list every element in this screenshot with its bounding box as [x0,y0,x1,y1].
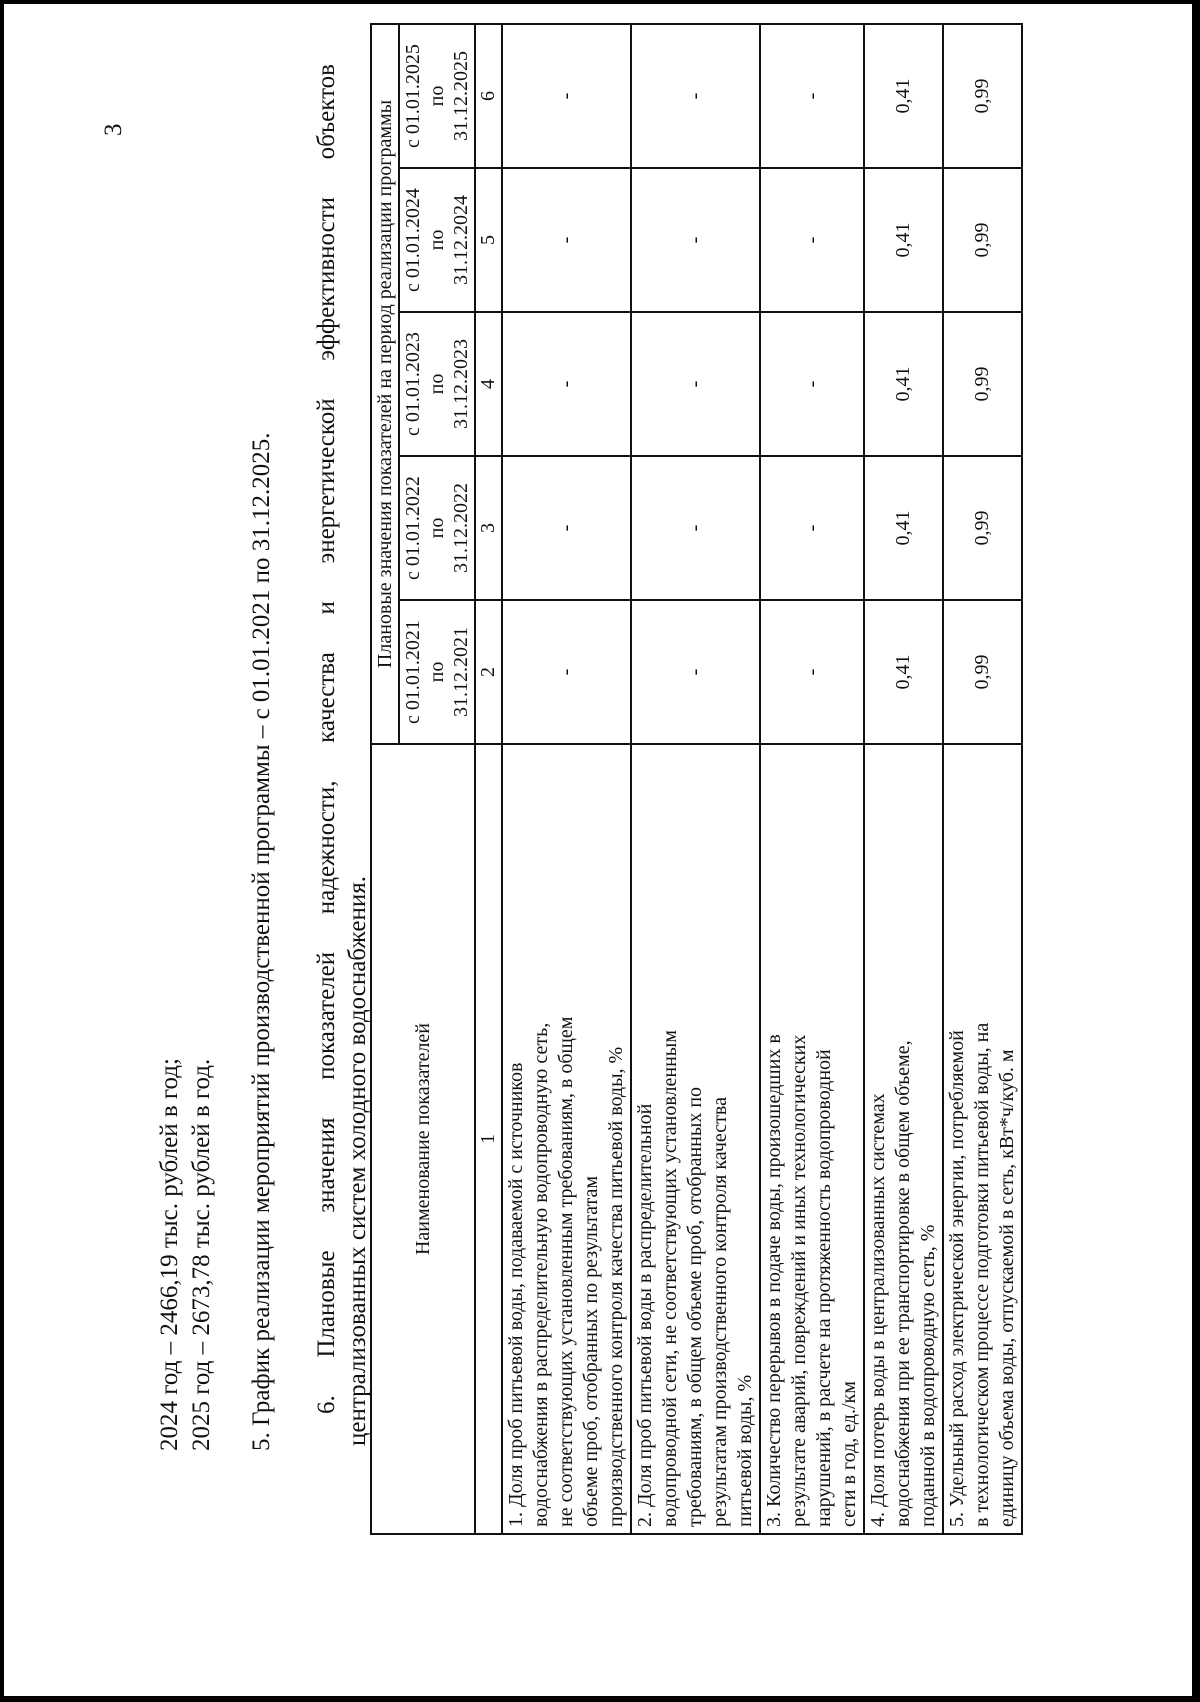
indicator-value: 0,99 [943,600,1022,744]
indicator-value: - [760,600,864,744]
indicator-value: - [631,456,760,600]
section-5-heading: 5. График реализации мероприятий производственной программы – с 01.01.2021 по 31.12.2025. [248,432,275,1451]
table-row [864,24,943,1534]
indicator-value: - [760,456,864,600]
column-number: 2 [475,600,502,744]
section-6-heading: 6. Плановые значения показателей надежности, качества и энергетической эффективности объектов [313,64,340,1414]
budget-line-2024: 2024 год – 2466,19 тыс. рублей в год; [156,1058,183,1451]
indicator-value: - [760,24,864,168]
period-column-2025: с 01.01.2025 по 31.12.2025 [399,24,475,168]
rotated-content [4,4,1192,1696]
period-column-2024: с 01.01.2024 по 31.12.2024 [399,168,475,312]
table-row [631,24,760,1534]
indicator-value: 0,99 [943,24,1022,168]
indicator-value: 0,41 [864,312,943,456]
indicator-value: 0,41 [864,24,943,168]
indicator-name: 4. Доля потерь воды в централизованных системах водоснабжения при ее транспортировке в общем объеме, поданной в водопроводную сеть, % [864,744,943,1534]
indicator-value: - [631,24,760,168]
indicator-value: - [502,456,631,600]
indicator-value: - [502,600,631,744]
indicator-value: - [502,24,631,168]
period-column-2023: с 01.01.2023 по 31.12.2023 [399,312,475,456]
indicator-value: - [760,312,864,456]
indicators-table [370,23,1023,1535]
column-number: 4 [475,312,502,456]
indicator-name: 1. Доля проб питьевой воды, подаваемой с источников водоснабжения в распределительную водопроводную сеть, не соответствующих установленным требованиям, в общем объеме проб, отобранных по результатам производственного контроля качества питьевой воды, % [502,744,631,1534]
indicator-value: - [502,168,631,312]
indicator-value: 0,99 [943,456,1022,600]
table-header-row [371,24,399,1534]
indicator-value: - [631,168,760,312]
period-column-2022: с 01.01.2022 по 31.12.2022 [399,456,475,600]
section-6-heading-continued: централизованных систем холодного водоснабжения. [344,876,371,1446]
period-header: Плановые значения показателей на период реализации программы [371,24,399,744]
indicator-value: 0,99 [943,312,1022,456]
column-number: 6 [475,24,502,168]
name-column-header: Наименование показателей [371,744,475,1534]
indicator-name: 2. Доля проб питьевой воды в распределительной водопроводной сети, не соответствующих установленным требованиям, в общем объеме проб, отобранных по результатам производственного контроля качества питьевой воды, % [631,744,760,1534]
indicator-value: 0,99 [943,168,1022,312]
column-numbers-row [475,24,502,1534]
document-page [4,4,1192,1696]
indicator-value: 0,41 [864,600,943,744]
column-number: 5 [475,168,502,312]
indicator-name: 3. Количество перерывов в подаче воды, произошедших в результате аварий, повреждений и иных технологических нарушений, в расчете на протяженность водопроводной сети в год, ед./км [760,744,864,1534]
period-column-2021: с 01.01.2021 по 31.12.2021 [399,600,475,744]
indicator-value: - [631,600,760,744]
indicator-value: - [502,312,631,456]
table-row [760,24,864,1534]
column-number: 3 [475,456,502,600]
indicator-value: - [631,312,760,456]
column-number: 1 [475,744,502,1534]
indicator-value: 0,41 [864,168,943,312]
table-row [943,24,1022,1534]
table-row [502,24,631,1534]
indicator-value: - [760,168,864,312]
indicator-name: 5. Удельный расход электрической энергии, потребляемой в технологическом процессе подготовки питьевой воды, на единицу объема воды, отпускаемой в сеть, кВт*ч/куб. м [943,744,1022,1534]
indicator-value: 0,41 [864,456,943,600]
budget-line-2025: 2025 год – 2673,78 тыс. рублей в год. [188,1058,215,1451]
page-number: 3 [100,123,127,136]
